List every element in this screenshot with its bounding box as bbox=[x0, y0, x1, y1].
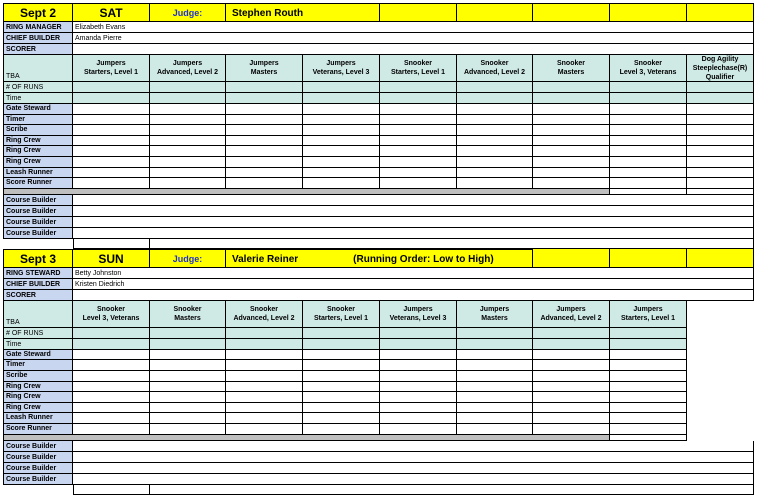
sunday-title-blank bbox=[687, 249, 754, 268]
saturday-title-blank bbox=[457, 3, 533, 22]
sunday-worker-cell[interactable] bbox=[226, 371, 303, 382]
sunday-worker-cell[interactable] bbox=[380, 382, 457, 393]
sunday-builder-label: Course Builder bbox=[3, 441, 73, 452]
saturday-worker-cell[interactable] bbox=[610, 104, 687, 115]
sunday-class-header bbox=[610, 301, 687, 328]
sunday-worker-label: Gate Steward bbox=[3, 350, 73, 361]
sunday-worker-cell[interactable] bbox=[457, 371, 533, 382]
sunday-time-cell[interactable] bbox=[610, 339, 687, 350]
saturday-worker-cell[interactable] bbox=[457, 146, 533, 157]
saturday-role-label: CHIEF BUILDER bbox=[3, 33, 73, 44]
saturday-worker-cell[interactable] bbox=[610, 146, 687, 157]
sunday-worker-label: Scribe bbox=[3, 371, 73, 382]
sunday-worker-cell[interactable] bbox=[533, 382, 610, 393]
running-order-note: (Running Order: Low to High) bbox=[353, 253, 494, 265]
sunday-builder-cell[interactable] bbox=[73, 441, 754, 452]
saturday-worker-cell[interactable] bbox=[610, 115, 687, 126]
saturday-class-header bbox=[150, 55, 226, 82]
sunday-class-header bbox=[73, 301, 150, 328]
saturday-worker-cell[interactable] bbox=[150, 168, 226, 179]
sunday-worker-cell[interactable] bbox=[457, 403, 533, 414]
sunday-worker-cell[interactable] bbox=[610, 403, 687, 414]
saturday-builder-label: Course Builder bbox=[3, 217, 73, 228]
saturday-worker-cell[interactable] bbox=[533, 146, 610, 157]
saturday-worker-cell[interactable] bbox=[610, 157, 687, 168]
saturday-worker-cell[interactable] bbox=[457, 115, 533, 126]
saturday-role-value[interactable]: Elizabeth Evans bbox=[73, 22, 754, 33]
saturday-worker-cell[interactable] bbox=[226, 115, 303, 126]
sunday-worker-cell[interactable] bbox=[610, 360, 687, 371]
saturday-worker-cell[interactable] bbox=[73, 146, 150, 157]
saturday-role-label: RING MANAGER bbox=[3, 22, 73, 33]
saturday-judge-label: Judge: bbox=[150, 3, 226, 22]
sunday-judge-label: Judge: bbox=[150, 249, 226, 268]
saturday-worker-cell[interactable] bbox=[687, 146, 754, 157]
saturday-worker-cell[interactable] bbox=[226, 136, 303, 147]
sunday-worker-cell[interactable] bbox=[226, 413, 303, 424]
sunday-builder-cell[interactable] bbox=[73, 474, 754, 485]
sunday-worker-cell[interactable] bbox=[610, 413, 687, 424]
sunday-worker-cell[interactable] bbox=[610, 392, 687, 403]
saturday-runs-cell[interactable] bbox=[73, 82, 150, 93]
sunday-worker-cell[interactable] bbox=[380, 413, 457, 424]
sunday-runs-cell[interactable] bbox=[533, 328, 610, 339]
class-name-line: Starters, Level 1 bbox=[313, 314, 369, 322]
saturday-worker-cell[interactable] bbox=[303, 157, 380, 168]
sunday-builder-label: Course Builder bbox=[3, 474, 73, 485]
saturday-runs-label: # OF RUNS bbox=[3, 82, 73, 93]
saturday-worker-cell[interactable] bbox=[226, 146, 303, 157]
class-name-line: Snooker bbox=[173, 305, 202, 313]
saturday-role-value[interactable]: Amanda Pierre bbox=[73, 33, 754, 44]
sunday-worker-cell[interactable] bbox=[226, 403, 303, 414]
sunday-worker-cell[interactable] bbox=[533, 413, 610, 424]
saturday-worker-cell[interactable] bbox=[533, 157, 610, 168]
sunday-time-label: Time bbox=[3, 339, 73, 350]
saturday-worker-cell[interactable] bbox=[226, 125, 303, 136]
saturday-class-header bbox=[303, 55, 380, 82]
class-name-line: Level 3, Veterans bbox=[82, 314, 140, 322]
sunday-builder-label: Course Builder bbox=[3, 463, 73, 474]
saturday-title-blank bbox=[610, 3, 687, 22]
saturday-builder-cell[interactable] bbox=[73, 195, 754, 206]
class-name-line: Snooker bbox=[96, 305, 125, 313]
sunday-time-cell[interactable] bbox=[303, 339, 380, 350]
saturday-class-header bbox=[380, 55, 457, 82]
saturday-time-cell[interactable] bbox=[533, 93, 610, 104]
saturday-worker-cell[interactable] bbox=[150, 125, 226, 136]
saturday-builder-label: Course Builder bbox=[3, 228, 73, 239]
class-name-line: Jumpers bbox=[633, 305, 663, 313]
sunday-tba-label: TBA bbox=[3, 301, 73, 328]
saturday-time-cell[interactable] bbox=[73, 93, 150, 104]
saturday-worker-cell[interactable] bbox=[687, 178, 754, 189]
saturday-worker-cell[interactable] bbox=[380, 104, 457, 115]
sunday-worker-cell[interactable] bbox=[457, 360, 533, 371]
sunday-worker-cell[interactable] bbox=[380, 360, 457, 371]
sunday-title-blank bbox=[533, 249, 610, 268]
sunday-worker-cell[interactable] bbox=[610, 382, 687, 393]
saturday-worker-label: Leash Runner bbox=[3, 168, 73, 179]
sunday-worker-cell[interactable] bbox=[457, 392, 533, 403]
sunday-worker-label: Score Runner bbox=[3, 424, 73, 435]
class-name-line: Masters bbox=[557, 69, 585, 76]
sunday-worker-cell[interactable] bbox=[610, 371, 687, 382]
sunday-worker-cell[interactable] bbox=[533, 360, 610, 371]
saturday-worker-cell[interactable] bbox=[73, 178, 150, 189]
saturday-worker-cell[interactable] bbox=[533, 104, 610, 115]
saturday-runs-cell[interactable] bbox=[303, 82, 380, 93]
saturday-worker-cell[interactable] bbox=[380, 168, 457, 179]
class-name-line: Jumpers bbox=[96, 60, 126, 67]
saturday-class-header bbox=[687, 55, 754, 82]
sunday-worker-cell[interactable] bbox=[226, 350, 303, 361]
sunday-time-cell[interactable] bbox=[380, 339, 457, 350]
saturday-worker-cell[interactable] bbox=[610, 125, 687, 136]
class-name-line: Steeplechase(R) bbox=[692, 64, 748, 72]
sunday-time-cell[interactable] bbox=[73, 339, 150, 350]
class-name-line: Starters, Level 1 bbox=[83, 69, 139, 76]
class-name-line: Qualifier bbox=[705, 73, 735, 81]
sunday-worker-cell[interactable] bbox=[303, 382, 380, 393]
saturday-time-cell[interactable] bbox=[610, 93, 687, 104]
sunday-worker-cell[interactable] bbox=[73, 360, 150, 371]
class-name-line: Starters, Level 1 bbox=[390, 69, 446, 76]
sunday-worker-cell[interactable] bbox=[73, 382, 150, 393]
saturday-worker-cell[interactable] bbox=[533, 178, 610, 189]
saturday-builder-cell[interactable] bbox=[73, 217, 754, 228]
saturday-worker-cell[interactable] bbox=[380, 146, 457, 157]
sunday-worker-cell[interactable] bbox=[380, 371, 457, 382]
sunday-judge-name: Valerie Reiner bbox=[232, 253, 299, 265]
saturday-worker-cell[interactable] bbox=[226, 157, 303, 168]
saturday-runs-cell[interactable] bbox=[150, 82, 226, 93]
sunday-class-header bbox=[303, 301, 380, 328]
class-name-line: Snooker bbox=[556, 60, 585, 67]
saturday-worker-cell[interactable] bbox=[533, 136, 610, 147]
saturday-spacer-cell bbox=[73, 239, 150, 249]
class-name-line: Masters bbox=[174, 314, 201, 322]
sunday-class-header bbox=[150, 301, 226, 328]
class-name-line: Snooker bbox=[633, 60, 662, 67]
sunday-worker-cell[interactable] bbox=[457, 382, 533, 393]
class-name-line: Jumpers bbox=[249, 60, 279, 67]
sunday-judge-cell bbox=[226, 249, 533, 268]
sunday-worker-label: Ring Crew bbox=[3, 403, 73, 414]
sunday-worker-cell[interactable] bbox=[533, 424, 610, 435]
class-name-line: Snooker bbox=[326, 305, 355, 313]
saturday-class-header bbox=[533, 55, 610, 82]
sunday-worker-cell[interactable] bbox=[380, 392, 457, 403]
sunday-worker-cell[interactable] bbox=[303, 392, 380, 403]
saturday-time-cell[interactable] bbox=[687, 93, 754, 104]
sunday-worker-cell[interactable] bbox=[150, 350, 226, 361]
sunday-runs-cell[interactable] bbox=[457, 328, 533, 339]
saturday-worker-cell[interactable] bbox=[150, 146, 226, 157]
sunday-builder-label: Course Builder bbox=[3, 452, 73, 463]
class-name-line: Advanced, Level 2 bbox=[540, 314, 602, 322]
saturday-worker-cell[interactable] bbox=[303, 168, 380, 179]
sunday-worker-cell[interactable] bbox=[73, 392, 150, 403]
sunday-worker-label: Timer bbox=[3, 360, 73, 371]
sunday-role-label: SCORER bbox=[3, 290, 73, 301]
saturday-worker-cell[interactable] bbox=[380, 125, 457, 136]
sunday-time-cell[interactable] bbox=[533, 339, 610, 350]
sunday-worker-cell[interactable] bbox=[533, 371, 610, 382]
saturday-worker-cell[interactable] bbox=[73, 157, 150, 168]
sunday-worker-cell[interactable] bbox=[73, 371, 150, 382]
saturday-runs-cell[interactable] bbox=[457, 82, 533, 93]
saturday-worker-cell[interactable] bbox=[150, 157, 226, 168]
saturday-worker-cell[interactable] bbox=[380, 157, 457, 168]
saturday-builder-cell[interactable] bbox=[73, 228, 754, 239]
saturday-title-blank bbox=[687, 3, 754, 22]
sunday-runs-cell[interactable] bbox=[380, 328, 457, 339]
saturday-worker-label: Timer bbox=[3, 115, 73, 126]
saturday-worker-cell[interactable] bbox=[303, 136, 380, 147]
sunday-runs-cell[interactable] bbox=[73, 328, 150, 339]
sunday-worker-cell[interactable] bbox=[150, 424, 226, 435]
class-name-line: Veterans, Level 3 bbox=[389, 314, 447, 322]
sunday-worker-cell[interactable] bbox=[226, 392, 303, 403]
saturday-worker-cell[interactable] bbox=[303, 115, 380, 126]
sunday-worker-cell[interactable] bbox=[226, 382, 303, 393]
saturday-worker-label: Ring Crew bbox=[3, 136, 73, 147]
sunday-role-label: CHIEF BUILDER bbox=[3, 279, 73, 290]
sunday-class-header bbox=[380, 301, 457, 328]
sunday-worker-cell[interactable] bbox=[533, 392, 610, 403]
sunday-role-label: RING STEWARD bbox=[3, 268, 73, 279]
saturday-worker-cell[interactable] bbox=[73, 168, 150, 179]
saturday-worker-cell[interactable] bbox=[457, 125, 533, 136]
sunday-worker-cell[interactable] bbox=[380, 403, 457, 414]
saturday-worker-cell[interactable] bbox=[73, 115, 150, 126]
class-name-line: Advanced, Level 2 bbox=[156, 69, 219, 76]
sunday-time-cell[interactable] bbox=[226, 339, 303, 350]
saturday-runs-cell[interactable] bbox=[533, 82, 610, 93]
saturday-worker-cell[interactable] bbox=[73, 125, 150, 136]
saturday-worker-cell[interactable] bbox=[687, 104, 754, 115]
saturday-worker-cell[interactable] bbox=[303, 146, 380, 157]
sunday-role-value[interactable] bbox=[73, 290, 754, 301]
saturday-time-cell[interactable] bbox=[303, 93, 380, 104]
saturday-runs-cell[interactable] bbox=[226, 82, 303, 93]
sunday-role-value[interactable]: Betty Johnston bbox=[73, 268, 754, 279]
saturday-worker-label: Ring Crew bbox=[3, 157, 73, 168]
saturday-worker-cell[interactable] bbox=[226, 104, 303, 115]
saturday-worker-cell[interactable] bbox=[380, 178, 457, 189]
saturday-worker-cell[interactable] bbox=[303, 125, 380, 136]
sunday-class-header bbox=[533, 301, 610, 328]
class-name-line: Advanced, Level 2 bbox=[463, 69, 526, 76]
class-name-line: Dog Agility bbox=[701, 55, 739, 63]
sunday-worker-cell[interactable] bbox=[380, 350, 457, 361]
saturday-worker-label: Score Runner bbox=[3, 178, 73, 189]
sunday-worker-cell[interactable] bbox=[150, 403, 226, 414]
saturday-worker-cell[interactable] bbox=[457, 178, 533, 189]
saturday-time-cell[interactable] bbox=[226, 93, 303, 104]
saturday-class-header bbox=[73, 55, 150, 82]
saturday-worker-cell[interactable] bbox=[150, 115, 226, 126]
saturday-class-header bbox=[457, 55, 533, 82]
sunday-worker-cell[interactable] bbox=[150, 360, 226, 371]
sunday-worker-cell[interactable] bbox=[303, 360, 380, 371]
saturday-worker-cell[interactable] bbox=[380, 115, 457, 126]
class-name-line: Veterans, Level 3 bbox=[312, 69, 370, 76]
sunday-worker-cell[interactable] bbox=[610, 424, 687, 435]
sunday-worker-cell[interactable] bbox=[457, 424, 533, 435]
sunday-worker-cell[interactable] bbox=[457, 350, 533, 361]
saturday-worker-cell[interactable] bbox=[457, 168, 533, 179]
saturday-title-blank bbox=[380, 3, 457, 22]
sunday-title-blank bbox=[610, 249, 687, 268]
volunteer-schedule-sheet bbox=[3, 3, 754, 487]
sunday-class-header bbox=[226, 301, 303, 328]
sunday-day: SUN bbox=[73, 249, 150, 268]
sunday-worker-cell[interactable] bbox=[226, 360, 303, 371]
class-name-line: Jumpers bbox=[556, 305, 586, 313]
saturday-worker-cell[interactable] bbox=[610, 168, 687, 179]
sunday-class-header bbox=[457, 301, 533, 328]
sunday-runs-cell[interactable] bbox=[303, 328, 380, 339]
saturday-worker-cell[interactable] bbox=[687, 136, 754, 147]
saturday-worker-cell[interactable] bbox=[150, 104, 226, 115]
sunday-runs-cell[interactable] bbox=[150, 328, 226, 339]
sunday-role-value[interactable]: Kristen Diedrich bbox=[73, 279, 754, 290]
saturday-worker-cell[interactable] bbox=[226, 178, 303, 189]
saturday-worker-cell[interactable] bbox=[687, 157, 754, 168]
saturday-worker-label: Gate Steward bbox=[3, 104, 73, 115]
class-name-line: Masters bbox=[481, 314, 508, 322]
saturday-time-cell[interactable] bbox=[150, 93, 226, 104]
saturday-class-header bbox=[226, 55, 303, 82]
saturday-judge-name: Stephen Routh bbox=[226, 3, 380, 22]
saturday-spacer-cell bbox=[150, 239, 754, 249]
saturday-worker-cell[interactable] bbox=[150, 178, 226, 189]
saturday-class-header bbox=[610, 55, 687, 82]
saturday-builder-label: Course Builder bbox=[3, 195, 73, 206]
sunday-runs-cell[interactable] bbox=[226, 328, 303, 339]
class-name-line: Jumpers bbox=[479, 305, 510, 313]
saturday-worker-cell[interactable] bbox=[610, 178, 687, 189]
class-name-line: Jumpers bbox=[326, 60, 356, 67]
saturday-worker-cell[interactable] bbox=[610, 136, 687, 147]
sunday-worker-cell[interactable] bbox=[73, 350, 150, 361]
saturday-worker-cell[interactable] bbox=[533, 125, 610, 136]
saturday-worker-cell[interactable] bbox=[687, 125, 754, 136]
sunday-worker-cell[interactable] bbox=[380, 424, 457, 435]
saturday-worker-cell[interactable] bbox=[150, 136, 226, 147]
saturday-worker-cell[interactable] bbox=[687, 168, 754, 179]
sunday-worker-cell[interactable] bbox=[150, 392, 226, 403]
saturday-builder-cell[interactable] bbox=[73, 206, 754, 217]
sunday-worker-cell[interactable] bbox=[73, 413, 150, 424]
sunday-worker-label: Leash Runner bbox=[3, 413, 73, 424]
saturday-spacer bbox=[3, 239, 73, 249]
sunday-worker-cell[interactable] bbox=[303, 403, 380, 414]
class-name-line: Snooker bbox=[249, 305, 278, 313]
sunday-worker-cell[interactable] bbox=[303, 424, 380, 435]
sunday-worker-cell[interactable] bbox=[150, 382, 226, 393]
class-name-line: Starters, Level 1 bbox=[620, 314, 676, 322]
saturday-worker-cell[interactable] bbox=[303, 104, 380, 115]
saturday-worker-cell[interactable] bbox=[687, 115, 754, 126]
saturday-worker-cell[interactable] bbox=[226, 168, 303, 179]
saturday-time-label: Time bbox=[3, 93, 73, 104]
saturday-time-cell[interactable] bbox=[457, 93, 533, 104]
sunday-worker-label: Ring Crew bbox=[3, 382, 73, 393]
saturday-builder-label: Course Builder bbox=[3, 206, 73, 217]
saturday-time-cell[interactable] bbox=[380, 93, 457, 104]
saturday-worker-cell[interactable] bbox=[533, 115, 610, 126]
saturday-worker-cell[interactable] bbox=[380, 136, 457, 147]
sunday-builder-cell[interactable] bbox=[73, 463, 754, 474]
saturday-tba-label: TBA bbox=[3, 55, 73, 82]
class-name-line: Level 3, Veterans bbox=[619, 69, 677, 76]
sunday-worker-cell[interactable] bbox=[150, 371, 226, 382]
sunday-worker-cell[interactable] bbox=[73, 424, 150, 435]
saturday-worker-cell[interactable] bbox=[457, 136, 533, 147]
sunday-builder-cell[interactable] bbox=[73, 452, 754, 463]
sunday-time-cell[interactable] bbox=[457, 339, 533, 350]
saturday-runs-cell[interactable] bbox=[380, 82, 457, 93]
sunday-worker-cell[interactable] bbox=[226, 424, 303, 435]
class-name-line: Masters bbox=[250, 69, 278, 76]
class-name-line: Snooker bbox=[480, 60, 509, 67]
sunday-runs-cell[interactable] bbox=[610, 328, 687, 339]
saturday-runs-cell[interactable] bbox=[610, 82, 687, 93]
sunday-worker-cell[interactable] bbox=[533, 403, 610, 414]
saturday-date: Sept 2 bbox=[3, 3, 73, 22]
sunday-date: Sept 3 bbox=[3, 249, 73, 268]
sunday-worker-cell[interactable] bbox=[303, 413, 380, 424]
sunday-worker-cell[interactable] bbox=[457, 413, 533, 424]
saturday-worker-cell[interactable] bbox=[457, 104, 533, 115]
sunday-worker-label: Ring Crew bbox=[3, 392, 73, 403]
sunday-runs-label: # OF RUNS bbox=[3, 328, 73, 339]
class-name-line: Jumpers bbox=[403, 305, 433, 313]
saturday-worker-label: Scribe bbox=[3, 125, 73, 136]
saturday-worker-label: Ring Crew bbox=[3, 146, 73, 157]
sunday-worker-cell[interactable] bbox=[150, 413, 226, 424]
saturday-runs-cell[interactable] bbox=[687, 82, 754, 93]
saturday-worker-cell[interactable] bbox=[533, 168, 610, 179]
class-name-line: Jumpers bbox=[172, 60, 203, 67]
saturday-worker-cell[interactable] bbox=[457, 157, 533, 168]
sunday-worker-cell[interactable] bbox=[303, 350, 380, 361]
saturday-worker-cell[interactable] bbox=[73, 136, 150, 147]
class-name-line: Snooker bbox=[403, 60, 432, 67]
saturday-worker-cell[interactable] bbox=[303, 178, 380, 189]
saturday-role-label: SCORER bbox=[3, 44, 73, 55]
saturday-worker-cell[interactable] bbox=[73, 104, 150, 115]
sunday-worker-cell[interactable] bbox=[73, 403, 150, 414]
sunday-worker-cell[interactable] bbox=[610, 350, 687, 361]
saturday-day: SAT bbox=[73, 3, 150, 22]
sunday-time-cell[interactable] bbox=[150, 339, 226, 350]
class-name-line: Advanced, Level 2 bbox=[233, 314, 295, 322]
sunday-worker-cell[interactable] bbox=[533, 350, 610, 361]
sunday-worker-cell[interactable] bbox=[303, 371, 380, 382]
saturday-role-value[interactable] bbox=[73, 44, 754, 55]
saturday-title-blank bbox=[533, 3, 610, 22]
